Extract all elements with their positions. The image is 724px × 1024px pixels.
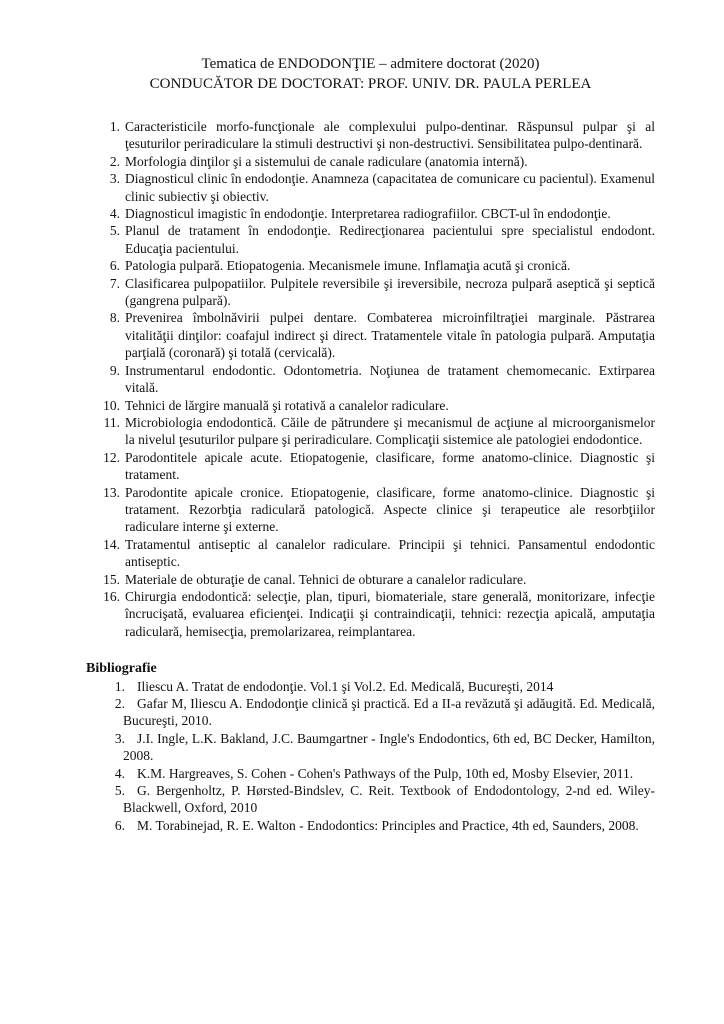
item-number: 13.	[103, 484, 120, 500]
item-number: 1.	[114, 678, 125, 694]
item-number: 1.	[109, 119, 120, 134]
item-number: 7.	[109, 275, 120, 291]
item-number: 11.	[103, 414, 120, 430]
list-item	[86, 414, 655, 449]
item-number: 2.	[109, 153, 120, 169]
item-number: 4.	[114, 765, 125, 781]
item-number: 3.	[109, 171, 120, 187]
list-item	[86, 397, 655, 414]
list-item	[86, 309, 655, 361]
item-number: 10.	[103, 397, 120, 413]
item-text: Morfologia dinţilor şi a sistemului de canale radiculare (anatomia internă).	[125, 153, 528, 169]
item-text: Clasificarea pulpopatiilor. Pulpitele reversibile şi ireversibile, necroza pulpară aseptică şi septică (gangrena pulpară).	[125, 275, 655, 309]
item-number: 16.	[103, 588, 120, 604]
item-number: 15.	[103, 571, 120, 587]
document-title	[86, 54, 655, 94]
item-text: Patologia pulpară. Etiopatogenia. Mecanismele imune. Inflamaţia acută şi cronică.	[125, 258, 571, 274]
list-item	[86, 257, 655, 274]
item-text: Prevenirea îmbolnăvirii pulpei dentare. Combaterea microinfiltraţiei marginale. Păstrarea vitalităţii dinţilor: coafajul indirect şi direct. Tratamentele vitale în patologia pulpară. Amputaţia parţială (coronară) şi totală (cervicală).	[125, 310, 655, 361]
list-item	[86, 362, 655, 397]
list-item	[86, 153, 655, 170]
item-text: Tehnici de lărgire manuală şi rotativă a canalelor radiculare.	[125, 397, 449, 413]
item-text: Parodontite apicale cronice. Etiopatogenie, clasificare, forme anatomo-clinice. Diagnostic şi tratament. Rezorbţia radiculară patologică. Aspecte clinice şi terapeutice ale resorbţiilor radiculare interne şi externe.	[125, 484, 655, 535]
list-item	[86, 571, 655, 588]
list-item	[86, 205, 655, 222]
item-text: J.I. Ingle, L.K. Bakland, J.C. Baumgartner - Ingle's Endodontics, 6th ed, BC Decker, Hamilton, 2008.	[123, 730, 655, 764]
title-line-1: Tematica de ENDODONŢIE – admitere doctorat (2020)	[201, 56, 540, 72]
item-text: Chirurgia endodontică: selecţie, plan, tipuri, biomateriale, stare generală, monitorizare, infecţie încrucişată, evaluarea eficienţei. Indicaţii şi contraindicaţii, tehnici: rezecţia apicală, amputaţia radiculară, hemisecţia, premolarizarea, reimplantarea.	[125, 588, 655, 639]
bibliography-item	[86, 782, 655, 817]
item-number: 9.	[109, 362, 120, 378]
item-text: Diagnosticul clinic în endodonţie. Anamneza (capacitatea de comunicare cu pacientul). Examenul clinic subiectiv şi obiectiv.	[125, 171, 655, 204]
title-line-2: CONDUCĂTOR DE DOCTORAT: PROF. UNIV. DR. PAULA PERLEA	[149, 76, 592, 92]
item-text: Planul de tratament în endodonţie. Redirecţionarea pacientului spre specialistul endodont. Educaţia pacientului.	[125, 223, 655, 256]
list-item	[86, 118, 655, 153]
item-number: 12.	[103, 449, 120, 465]
item-number: 5.	[114, 783, 125, 799]
bibliography-item	[86, 730, 655, 765]
list-item	[86, 536, 655, 571]
list-item	[86, 484, 655, 536]
item-text: Microbiologia endodontică. Căile de pătrundere şi mecanismul de acţiune al microorganismelor la nivelul ţesuturilor pulpare şi periradiculare. Complicaţii sistemice ale patologiei endodontice.	[125, 414, 655, 448]
item-text: M. Torabinejad, R. E. Walton - Endodontics: Principles and Practice, 4th ed, Saunders, 2008.	[137, 817, 639, 833]
item-text: Materiale de obturaţie de canal. Tehnici de obturare a canalelor radiculare.	[125, 571, 527, 587]
bibliography-item	[86, 678, 655, 695]
item-text: Iliescu A. Tratat de endodonţie. Vol.1 şi Vol.2. Ed. Medicală, Bucureşti, 2014	[137, 678, 554, 694]
item-number: 14.	[103, 536, 120, 552]
item-text: Instrumentarul endodontic. Odontometria. Noţiunea de tratament chemomecanic. Extirparea vitală.	[125, 362, 655, 396]
item-text: Diagnosticul imagistic în endodonţie. Interpretarea radiografiilor. CBCT-ul în endodonţie.	[125, 206, 611, 222]
bibliography-item	[86, 695, 655, 730]
list-item	[86, 588, 655, 640]
item-number: 3.	[114, 730, 125, 746]
item-number: 5.	[109, 223, 120, 239]
item-text: G. Bergenholtz, P. Hørsted-Bindslev, C. Reit. Textbook of Endodontology, 2-nd ed. Wiley-Blackwell, Oxford, 2010	[123, 783, 655, 816]
item-text: K.M. Hargreaves, S. Cohen - Cohen's Pathways of the Pulp, 10th ed, Mosby Elsevier, 2011.	[137, 765, 634, 781]
item-number: 4.	[109, 206, 120, 222]
item-number: 8.	[109, 310, 120, 326]
item-number: 6.	[109, 258, 120, 274]
item-text: Caracteristicile morfo-funcţionale ale complexului pulpo-dentinar. Răspunsul pulpar şi al ţesuturilor periradiculare la stimuli destructivi şi non-destructivi. Sensibilitatea pulpo-dentinară.	[125, 119, 655, 152]
item-text: Tratamentul antiseptic al canalelor radiculare. Principii şi tehnici. Pansamentul endodontic antiseptic.	[125, 536, 655, 570]
bibliography-heading: Bibliografie	[86, 661, 157, 677]
item-number: 2.	[114, 696, 125, 711]
list-item	[86, 275, 655, 310]
bibliography-item	[86, 817, 655, 834]
topics-list	[86, 118, 655, 640]
item-text: Parodontitele apicale acute. Etiopatogenie, clasificare, forme anatomo-clinice. Diagnostic şi tratament.	[125, 449, 655, 483]
list-item	[86, 449, 655, 484]
item-number: 6.	[114, 817, 125, 833]
item-text: Gafar M, Iliescu A. Endodonţie clinică şi practică. Ed a II-a revăzută şi adăugită. Ed. Medicală, Bucureşti, 2010.	[123, 696, 655, 729]
list-item	[86, 222, 655, 257]
bibliography-section	[86, 660, 655, 834]
bibliography-item	[86, 765, 655, 782]
list-item	[86, 170, 655, 205]
